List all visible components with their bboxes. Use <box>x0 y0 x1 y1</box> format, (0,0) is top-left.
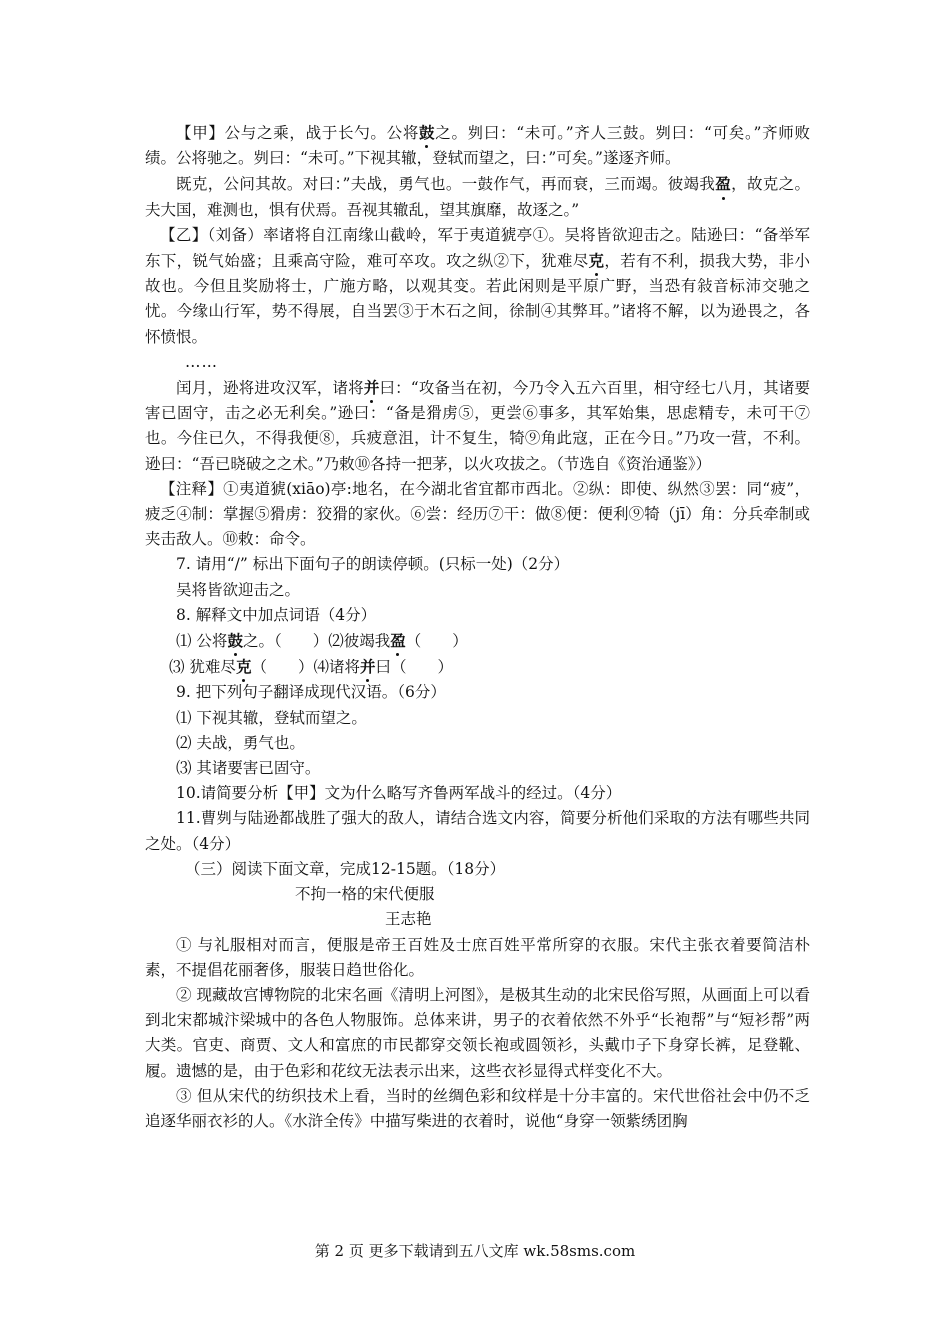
dotted-word: 克 <box>236 654 252 679</box>
article-author: 王志艳 <box>385 910 432 929</box>
ellipsis: …… <box>185 352 218 371</box>
question-7-sentence: 吴将皆欲迎击之。 <box>176 580 301 599</box>
jia-paragraph-1 <box>145 120 810 171</box>
notes: 【注释】①夷道猇(xiāo)亭:地名，在今湖北省宜都市西北。②纵：即使、纵然③罢：同“疲”，疲乏④制：掌握⑤猾虏：狡猾的家伙。⑥尝：经历⑦干：做⑧便：便利⑨犄（jī）角：分兵牵制或夹击敌人。⑩敕：命令。 <box>145 479 810 549</box>
article-paragraph-1: ① 与礼服相对而言，便服是帝王百姓及士庶百姓平常所穿的衣服。宋代主张衣着要简洁朴素，不提倡花丽奢侈，服装日趋世俗化。 <box>145 935 810 979</box>
jia-paragraph-2 <box>145 171 810 222</box>
dotted-word: 鼓 <box>419 120 435 145</box>
yi-paragraph-2 <box>145 375 810 477</box>
yi-paragraph-1 <box>145 223 810 350</box>
text: 【乙】（刘备）率诸将自江南缘山截岭，军于夷道猇亭①。吴将皆欲迎击之。陆逊曰：“备举军东下，锐气始盛；且乘高守险，难可卒攻。攻之纵②下，犹难尽 <box>145 225 810 271</box>
dotted-word: 并 <box>364 375 380 400</box>
dotted-word: 克 <box>589 248 605 273</box>
text: 曰（ ） <box>375 658 453 677</box>
dotted-word: 并 <box>360 654 376 679</box>
text: 既克，公问其故。对曰：”夫战，勇气也。一鼓作气，再而衰，三而竭。彼竭我 <box>176 175 716 194</box>
question-11: 11.曹刿与陆逊都战胜了强大的敌人，请结合选文内容，简要分析他们采取的方法有哪些共同之处。（4分） <box>145 809 810 853</box>
question-9: 9. 把下列句子翻译成现代汉语。（6分） <box>176 683 446 702</box>
text: ⑶ 犹难尽 <box>169 658 236 677</box>
text: 闰月，逊将进攻汉军，诸将 <box>176 379 364 398</box>
question-8-line-2 <box>145 654 810 680</box>
section-3-heading: （三）阅读下面文章，完成12-15题。（18分） <box>185 859 506 878</box>
question-9-item-3: ⑶ 其诸要害已固守。 <box>176 759 321 778</box>
text: ⑴ 公将 <box>176 632 228 651</box>
dotted-word: 盈 <box>390 628 406 653</box>
dotted-word: 鼓 <box>227 628 243 653</box>
text: 之。（ ）⑵彼竭我 <box>242 632 391 651</box>
dotted-word: 盈 <box>715 171 731 196</box>
text: 【甲】公与之乘，战于长勺。公将 <box>176 124 420 142</box>
article-paragraph-3: ③ 但从宋代的纺织技术上看，当时的丝绸色彩和纹样是十分丰富的。宋代世俗社会中仍不乏追逐华丽衣衫的人。《水浒全传》中描写柴进的衣着时，说他“身穿一领紫绣团胸 <box>145 1086 810 1130</box>
text: 之。刿曰：“未可。”齐人三鼓。刿曰：“可矣。”齐师败绩。公将驰之。刿曰：“未可。”下视其辙，登轼而望之，曰：”可矣。”遂逐齐师。 <box>145 124 810 168</box>
question-10: 10.请简要分析【甲】文为什么略写齐鲁两军战斗的经过。（4分） <box>176 784 622 803</box>
page-footer: 第 2 页 更多下载请到五八文库 wk.58sms.com <box>314 1242 636 1260</box>
text: ，若有不利，损我大势，非小故也。今但且奖励将士，广施方略，以观其变。若此闲则是平原广野，当恐有敍音标沛交驰之忧。今缘山行军，势不得展，自当罢③于木石之间，徐制④其弊耳。”诸将不解，以为逊畏之，各怀愤恨。 <box>145 252 810 346</box>
text: 曰：“攻备当在初，今乃令入五六百里，相守经七八月，其诸要害已固守，击之必无利矣。”逊曰：“备是猾虏⑤，更尝⑥事多，其军始集，思虑精专，未可干⑦也。今住已久，不得我便⑧，兵疲意沮，计不复生，犄⑨角此寇，正在今日。”乃攻一营，不利。逊曰：“吾已晓破之之术。”乃敕⑩各持一把茅，以火攻拔之。（节选自《资治通鉴》） <box>145 379 810 473</box>
text: ，故克之。夫大国，难测也，惧有伏焉。吾视其辙乱，望其旗靡，故逐之。” <box>145 175 810 219</box>
question-9-item-1: ⑴ 下视其辙，登轼而望之。 <box>176 708 367 727</box>
text: （ ） <box>405 632 468 651</box>
question-7: 7. 请用“/” 标出下面句子的朗读停顿。(只标一处)（2分） <box>176 555 570 574</box>
question-9-item-2: ⑵ 夫战，勇气也。 <box>176 733 305 752</box>
question-8: 8. 解释文中加点词语（4分） <box>176 605 377 624</box>
article-title: 不拘一格的宋代便服 <box>295 885 435 904</box>
document-body <box>145 120 810 1134</box>
article-paragraph-2: ② 现藏故宫博物院的北宋名画《清明上河图》，是极其生动的北宋民俗写照，从画面上可以看到北宋都城汴梁城中的各色人物服饰。总体来讲，男子的衣着依然不外乎“长袍帮”与“短衫帮”两大类。官吏、商贾、文人和富庶的市民都穿交领长袍或圆领衫，头戴巾子下身穿长裤，足登靴、履。遗憾的是，由于色彩和花纹无法表示出来，这些衣衫显得式样变化不大。 <box>145 985 810 1080</box>
text: （ ）⑷诸将 <box>251 658 360 677</box>
question-8-line-1 <box>145 628 810 654</box>
